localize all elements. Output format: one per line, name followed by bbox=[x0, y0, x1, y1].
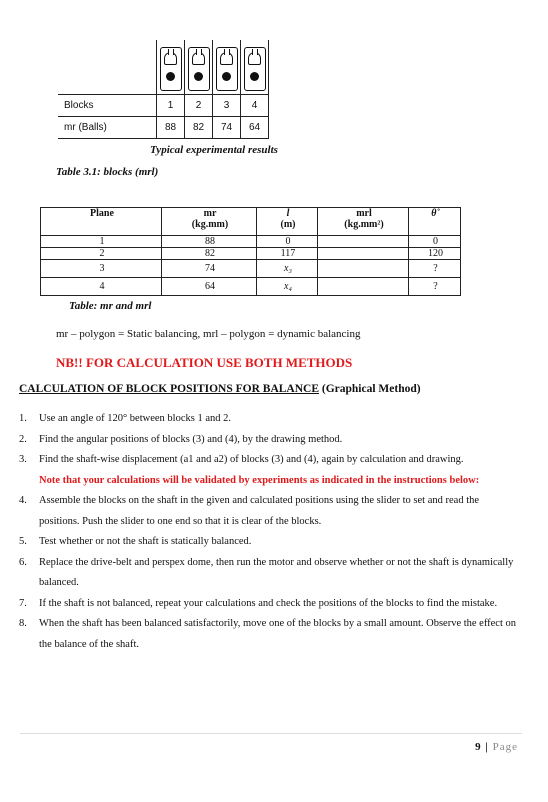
table-row: 2 82 117 120 bbox=[41, 248, 461, 260]
block-number: 4 bbox=[241, 95, 269, 117]
block-1-drawing bbox=[157, 40, 185, 95]
nb-warning: NB!! FOR CALCULATION USE BOTH METHODS bbox=[56, 355, 353, 370]
section-heading: CALCULATION OF BLOCK POSITIONS FOR BALANCE (Graphical Method) bbox=[19, 383, 421, 395]
block-number: 1 bbox=[157, 95, 185, 117]
page-number: 9 | Page bbox=[475, 741, 518, 753]
mr-value: 82 bbox=[185, 117, 213, 139]
list-item: 6. Replace the drive-belt and perspex dome, then run the motor and observe whether or not the shaft is dynamically balanced. bbox=[19, 556, 514, 588]
block-3-drawing bbox=[213, 40, 241, 95]
blocks-row-label: Blocks bbox=[58, 95, 157, 117]
table-row: 4 64 x₄ ? bbox=[41, 278, 461, 296]
table-caption: Table: mr and mrl bbox=[69, 300, 152, 312]
mr-row-label: mr (Balls) bbox=[58, 117, 157, 139]
column-header: Plane bbox=[41, 208, 162, 236]
column-header: θ˚ bbox=[409, 208, 461, 236]
column-header: l (m) bbox=[257, 208, 318, 236]
mr-value: 88 bbox=[157, 117, 185, 139]
mr-value: 64 bbox=[241, 117, 269, 139]
list-item: 1. Use an angle of 120° between blocks 1 and 2. bbox=[19, 413, 231, 424]
instruction-list bbox=[19, 409, 519, 655]
block-number: 3 bbox=[213, 95, 241, 117]
blocks-table bbox=[58, 40, 269, 139]
table-caption: Table 3.1: blocks (mrl) bbox=[56, 166, 159, 178]
table-row: 3 74 x₃ ? bbox=[41, 260, 461, 278]
validation-note: Note that your calculations will be validated by experiments as indicated in the instructions below: bbox=[39, 474, 480, 486]
list-item: 5. Test whether or not the shaft is statically balanced. bbox=[19, 536, 252, 547]
footer-divider bbox=[20, 733, 522, 734]
list-item: 7. If the shaft is not balanced, repeat your calculations and check the positions of the blocks to find the mistake. bbox=[19, 597, 498, 609]
block-number: 2 bbox=[185, 95, 213, 117]
list-item: 8. When the shaft has been balanced satisfactorily, move one of the blocks by a small amount. Observe the effect on the balance of the shaft. bbox=[19, 618, 517, 650]
column-header: mrl (kg.mm²) bbox=[318, 208, 409, 236]
list-item: 2. Find the angular positions of blocks (3) and (4), by the drawing method. bbox=[19, 433, 343, 445]
mr-value: 74 bbox=[213, 117, 241, 139]
block-4-drawing bbox=[241, 40, 269, 95]
list-item: 3. Find the shaft-wise displacement (a1 and a2) of blocks (3) and (4), again by calculation and drawing. Note that your calculations will be validated by experiments as indicated in the instructions below: bbox=[19, 454, 480, 486]
mr-mrl-table bbox=[40, 207, 461, 296]
column-header: mr (kg.mm) bbox=[162, 208, 257, 236]
polygon-note: mr – polygon = Static balancing, mrl – polygon = dynamic balancing bbox=[56, 328, 361, 340]
list-item: 4. Assemble the blocks on the shaft in the given and calculated positions using the slider to set and read the positions. Push the slider to one end so that it is clear of the blocks. bbox=[19, 495, 480, 527]
figure-caption: Typical experimental results bbox=[150, 144, 278, 156]
block-2-drawing bbox=[185, 40, 213, 95]
table-row: 1 88 0 0 bbox=[41, 236, 461, 248]
